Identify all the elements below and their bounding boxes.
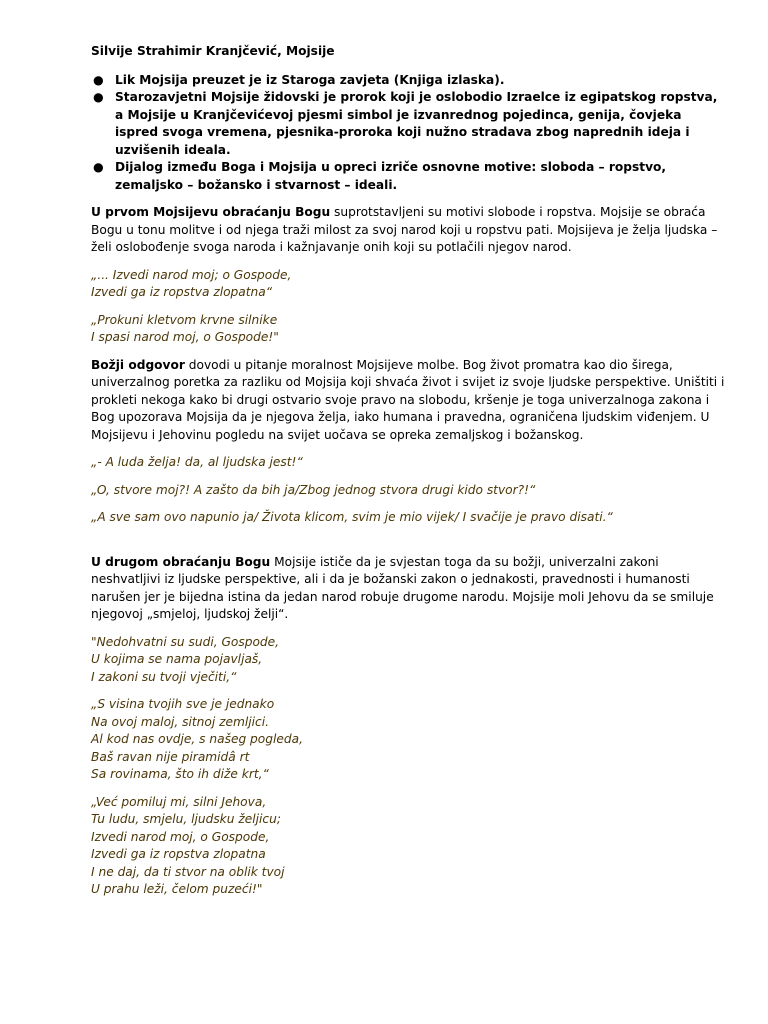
bullet-item xyxy=(91,159,728,194)
bullet-icon: ● xyxy=(93,90,104,104)
bullet-icon: ● xyxy=(93,160,104,174)
quote-line: Izvedi ga iz ropstva zlopatna xyxy=(91,847,266,861)
quote-block xyxy=(91,794,728,899)
quote-block xyxy=(91,634,728,687)
bullet-icon: ● xyxy=(93,72,104,87)
quote-line: Tu ludu, smjelu, ljudsku željicu; xyxy=(91,812,281,826)
quote-block xyxy=(91,696,728,784)
paragraph-text: dovodi u pitanje moralnost Mojsijeve molbe. Bog život promatra kao dio širega, univerzalnog poretka za razliku od Mojsija koji shvaća život i svijet iz svoje ljudske perspektive. Uništiti i prokleti nekoga kako bi drugi ostvario svoje pravo na slobodu, kršenje je toga univerzalnoga zakona i Bog upozorava Mojsija da je njegova želja, iako humana i pravedna, ograničena ljudskim viđenjem. U Mojsijevu i Jehovinu pogledu na svijet uočava se opreka zemaljskog i božanskog. xyxy=(91,357,725,442)
spacer xyxy=(91,537,728,554)
quote-block xyxy=(91,454,728,472)
quote-line: „S visina tvojih sve je jednako xyxy=(91,697,275,711)
paragraph-second-address xyxy=(91,554,728,624)
quote-line: U kojima se nama pojavljaš, xyxy=(91,652,263,666)
quote-line: I zakoni su tvoji vječiti,“ xyxy=(91,669,237,684)
paragraph-text: suprotstavljeni su motivi slobode i ropstva. Mojsije se obraća Bogu u tonu molitve i od njega traži milost za svoj narod koji u ropstvu pati. Mojsijeva je želja ljudska – želi oslobođenje svoga naroda i kažnjavanje onih koji su potlačili njegov narod. xyxy=(91,205,718,254)
quote-block xyxy=(91,267,728,302)
paragraph-lead: U drugom obraćanju Bogu xyxy=(91,554,271,569)
quote-line: I spasi narod moj, o Gospode!" xyxy=(91,330,279,344)
quote-line: Izvedi ga iz ropstva zlopatna“ xyxy=(91,285,273,299)
bullet-text: Starozavjetni Mojsije židovski je prorok koji je oslobodio Izraelce iz egipatskog ropstva, a Mojsije u Kranjčevićevoj pjesmi simbol je izvanrednog pojedinca, genija, čovjeka ispred svoga vremena, pjesnika-proroka koji nužno stradava zbog naprednih ideja i uzvišenih ideala. xyxy=(115,90,718,157)
document-title: Silvije Strahimir Kranjčević, Mojsije xyxy=(91,44,335,58)
quote-line: „A sve sam ovo napunio ja/ Života klicom, svim je mio vijek/ I svačije je pravo disati.“ xyxy=(91,510,613,524)
intro-bullet-list xyxy=(91,72,728,195)
quote-line: „O, stvore moj?! A zašto da bih ja/Zbog jednog stvora drugi kido stvor?!“ xyxy=(91,482,536,497)
quote-block xyxy=(91,509,728,527)
quote-line: Al kod nas ovdje, s našeg pogleda, xyxy=(91,732,303,746)
quote-line: Baš ravan nije piramidâ rt xyxy=(91,749,250,764)
quote-line: Sa rovinama, što ih diže krt,“ xyxy=(91,767,269,781)
quote-block xyxy=(91,312,728,347)
paragraph-lead: Božji odgovor xyxy=(91,357,185,372)
quote-line: „Već pomiluj mi, silni Jehova, xyxy=(91,794,267,809)
paragraph-god-answer xyxy=(91,357,728,445)
bullet-text: Lik Mojsija preuzet je iz Staroga zavjeta (Knjiga izlaska). xyxy=(115,72,505,87)
bullet-text: Dijalog između Boga i Mojsija u opreci izriče osnovne motive: sloboda – ropstvo, zemaljsko – božansko i stvarnost – ideali. xyxy=(115,160,667,192)
quote-line: „Prokuni kletvom krvne silnike xyxy=(91,312,278,327)
quote-line: Na ovoj maloj, sitnoj zemljici. xyxy=(91,714,270,729)
quote-line: U prahu leži, čelom puzeći!" xyxy=(91,882,263,896)
quote-line: I ne daj, da ti stvor na oblik tvoj xyxy=(91,864,285,879)
paragraph-lead: U prvom Mojsijevu obraćanju Bogu xyxy=(91,205,331,219)
quote-line: "Nedohvatni su sudi, Gospode, xyxy=(91,634,280,649)
quote-line: „- A luda želja! da, al ljudska jest!“ xyxy=(91,455,303,469)
quote-line: „... Izvedi narod moj; o Gospode, xyxy=(91,267,292,282)
quote-block xyxy=(91,482,728,500)
bullet-item xyxy=(91,72,728,90)
bullet-item xyxy=(91,89,728,159)
paragraph-first-address xyxy=(91,204,728,257)
quote-line: Izvedi narod moj, o Gospode, xyxy=(91,829,270,844)
paragraph-text: Mojsije ističe da je svjestan toga da su božji, univerzalni zakoni neshvatljivi iz ljudske perspektive, ali i da je božanski zakon o jednakosti, pravednosti i humanosti narušen jer je bijedna istina da jedan narod robuje drugome narodu. Mojsije moli Jehovu da se smiluje njegovoj „smjeloj, ljudskoj želji“. xyxy=(91,554,714,621)
